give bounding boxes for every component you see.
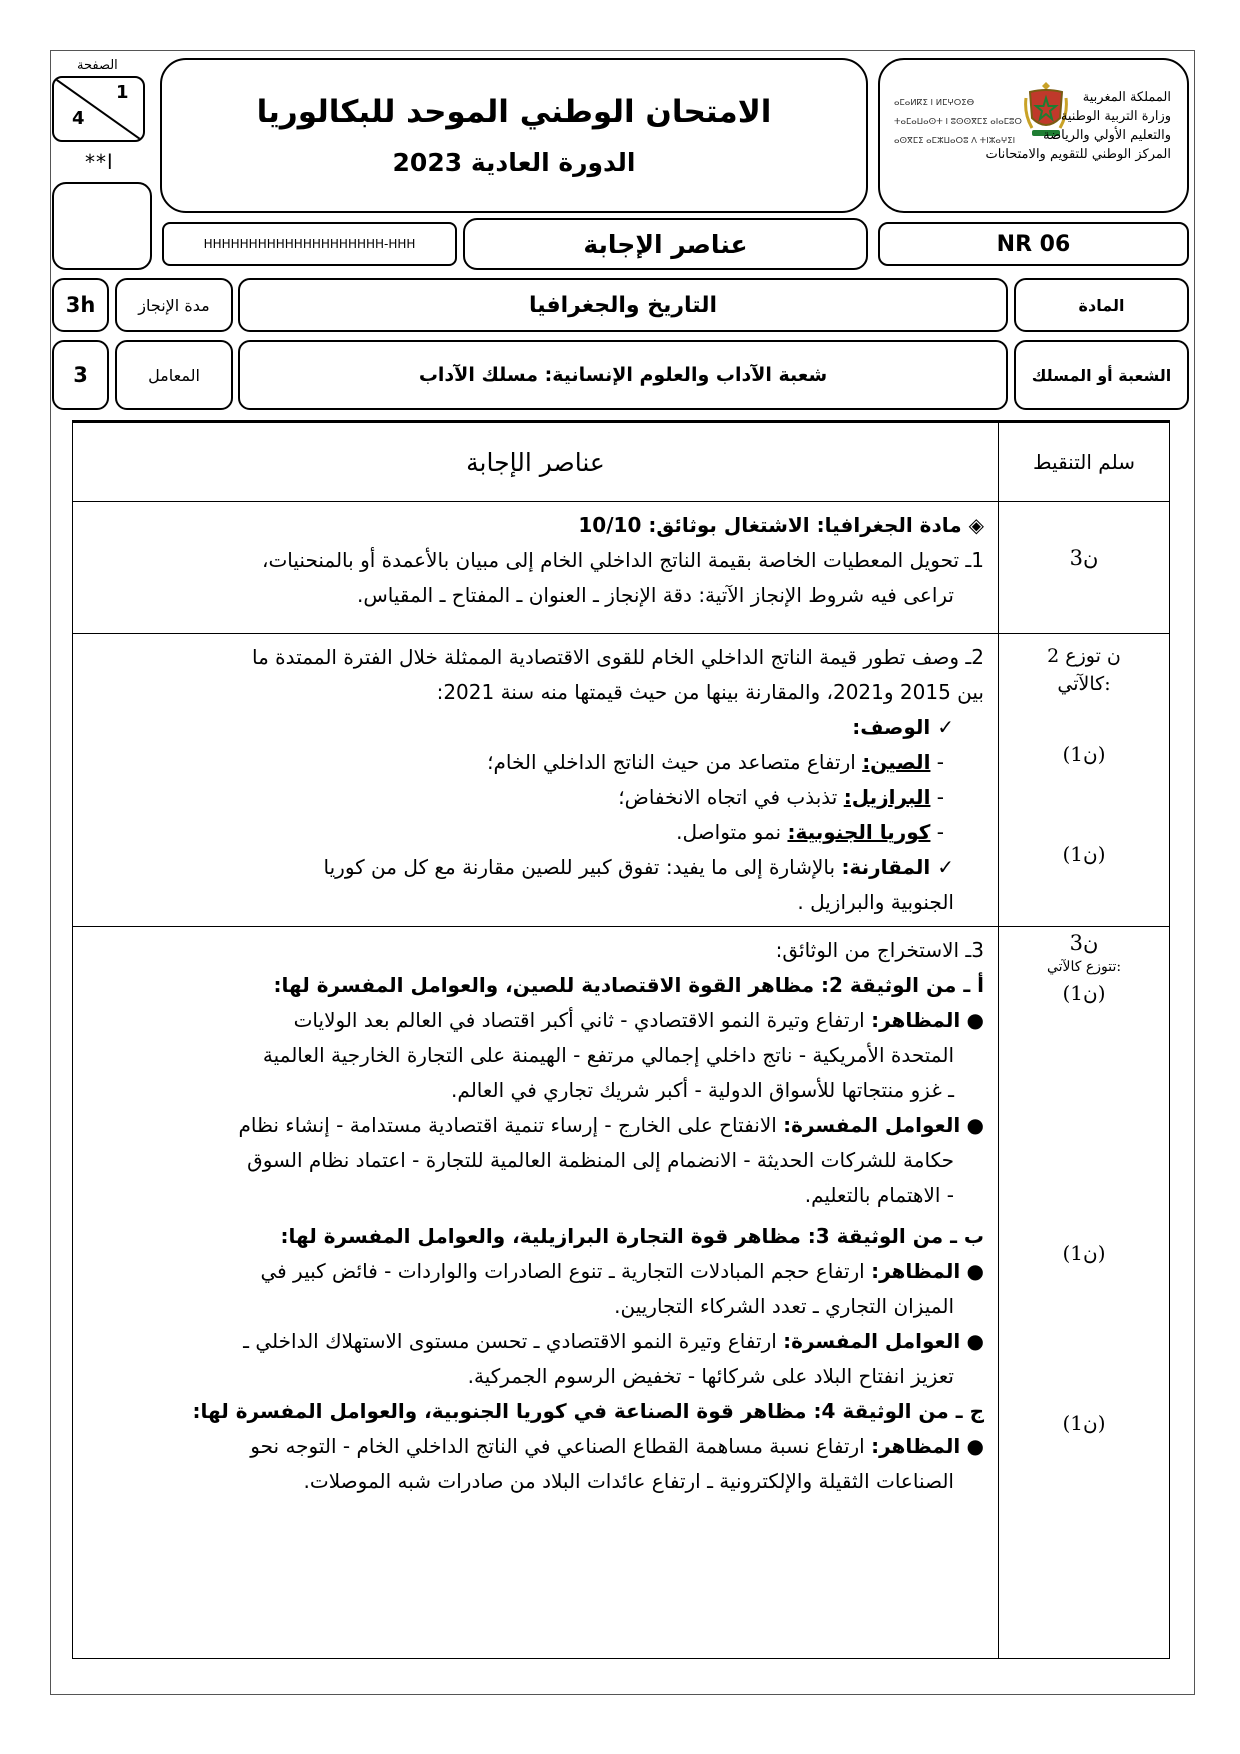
duration-label: مدة الإنجاز [115, 278, 233, 332]
q1-answer: ◈ مادة الجغرافيا: الاشتغال بوثائق: 10/10 1ـ تحويل المعطيات الخاصة بقيمة الناتج الداخلي الخام إلى مبيان بالأعمدة أو بالمنحنيات، تراعى فيه شروط الإنجاز الآتية: دقة الإنجاز ـ العنوان ـ المفتاح ـ المقياس. [73, 502, 999, 634]
subject-label: المادة [1014, 278, 1189, 332]
subject-value: التاريخ والجغرافيا [238, 278, 1008, 332]
table-row [73, 502, 1170, 634]
q3-answer: 3ـ الاستخراج من الوثائق: أ ـ من الوثيقة 2: مظاهر القوة الاقتصادية للصين، والعوامل المفسرة لها: ● المظاهر: ارتفاع وتيرة النمو الاقتصادي - ثاني أكبر اقتصاد في العالم بعد الولايات المتحدة الأمريكية - ناتج داخلي إجمالي مرتفع - الهيمنة على التجارة الخارجية العالمية ـ غزو منتجاتها للأسواق الدولية - أكبر شريك تجاري في العالم. ● العوامل المفسرة: الانفتاح على الخارج - إرساء تنمية اقتصادية مستدامة - إنشاء نظام حكامة للشركات الحديثة - الانضمام إلى المنظمة العالمية للتجارة - اعتماد نظام السوق - الاهتمام بالتعليم. ب ـ من الوثيقة 3: مظاهر قوة التجارة البرازيلية، والعوامل المفسرة لها: ● المظاهر: ارتفاع حجم المبادلات التجارية ـ تنوع الصادرات والواردات - فائض كبير في الميزان التجاري ـ تعدد الشركاء التجاريين. ● العوامل المفسرة: ارتفاع وتيرة النمو الاقتصادي ـ تحسن مستوى الاستهلاك الداخلي ـ تعزيز انفتاح البلاد على شركائها - تخفيض الرسوم الجمركية. ج ـ من الوثيقة 4: مظاهر قوة الصناعة في كوريا الجنوبية، والعوامل المفسرة لها: ● المظاهر: ارتفاع نسبة مساهمة القطاع الصناعي في الناتج الداخلي الخام - التوجه نحو الصناعات الثقيلة والإلكترونية ـ ارتفاع عائدات البلاد من صادرات شبه الموصلات. [73, 927, 999, 1659]
answer-table [72, 420, 1170, 1659]
exam-session: الدورة العادية 2023 [392, 148, 636, 177]
page-label: الصفحة [77, 58, 118, 73]
ministry-logo-box [878, 58, 1189, 213]
page-current: 1 [116, 82, 129, 103]
tifinagh-text: ⴰⵎⴰⵍⴽⵉ ⵏ ⵍⵎⵖⵔⵉⴱ ⵜⴰⵎⴰⵡⴰⵙⵜ ⵏ ⵓⵙⵙⴳⵎⵉ ⴰⵏⴰⵎⵓⵔ ⴰⵙⴳⵎⵉ ⴰⵎⵣⵡⴰⵔⵓ ⴷ ⵜⵏⵣⴰⵖⵉⵏ [894, 98, 1022, 146]
exam-code: NR 06 [878, 222, 1189, 266]
candidate-code: HHHHHHHHHHHHHHHHHHHH-HHH [162, 222, 457, 266]
branch-value: شعبة الآداب والعلوم الإنسانية: مسلك الآداب [238, 340, 1008, 410]
page-total: 4 [72, 108, 85, 129]
q1-score: 3ن [999, 502, 1170, 634]
duration-value: 3h [52, 278, 109, 332]
diagonal-divider [54, 78, 145, 142]
q2-score: 2 ن توزع كالآتي: (1ن) (1ن) [999, 634, 1170, 927]
coefficient-label: المعامل [115, 340, 233, 410]
coefficient-value: 3 [52, 340, 109, 410]
q2-answer: 2ـ وصف تطور قيمة الناتج الداخلي الخام للقوى الاقتصادية الممثلة خلال الفترة الممتدة ما بين 2015 و2021، والمقارنة بينها من حيث قيمتها منه سنة 2021: ✓ الوصف: - الصين: ارتفاع متصاعد من حيث الناتج الداخلي الخام؛ - البرازيل: تذبذب في اتجاه الانخفاض؛ - كوريا الجنوبية: نمو متواصل. ✓ المقارنة: بالإشارة إلى ما يفيد: تفوق كبير للصين مقارنة مع كل من كوريا الجنوبية والبرازيل . [73, 634, 999, 927]
ministry-name: المملكة المغربية وزارة التربية الوطنية والتعليم الأولي والرياضة المركز الوطني للتقويم والامتحانات [985, 90, 1171, 162]
page-indicator [52, 76, 145, 142]
branch-label: الشعبة أو المسلك [1014, 340, 1189, 410]
table-head-score: سلم التنقيط [999, 423, 1170, 502]
title-box [160, 58, 868, 213]
q3-score: 3ن تتوزع كالآتي: (1ن) (1ن) (1ن) [999, 927, 1170, 1659]
answer-elements-title: عناصر الإجابة [463, 218, 868, 270]
exam-title: الامتحان الوطني الموحد للبكالوريا [256, 94, 772, 130]
stars-mark: **l [85, 150, 114, 174]
section-title: ◈ مادة الجغرافيا: الاشتغال بوثائق: 10/10 [578, 513, 984, 537]
table-row [73, 634, 1170, 927]
table-head-answers: عناصر الإجابة [73, 423, 999, 502]
table-row [73, 927, 1170, 1659]
blank-box [52, 182, 152, 270]
